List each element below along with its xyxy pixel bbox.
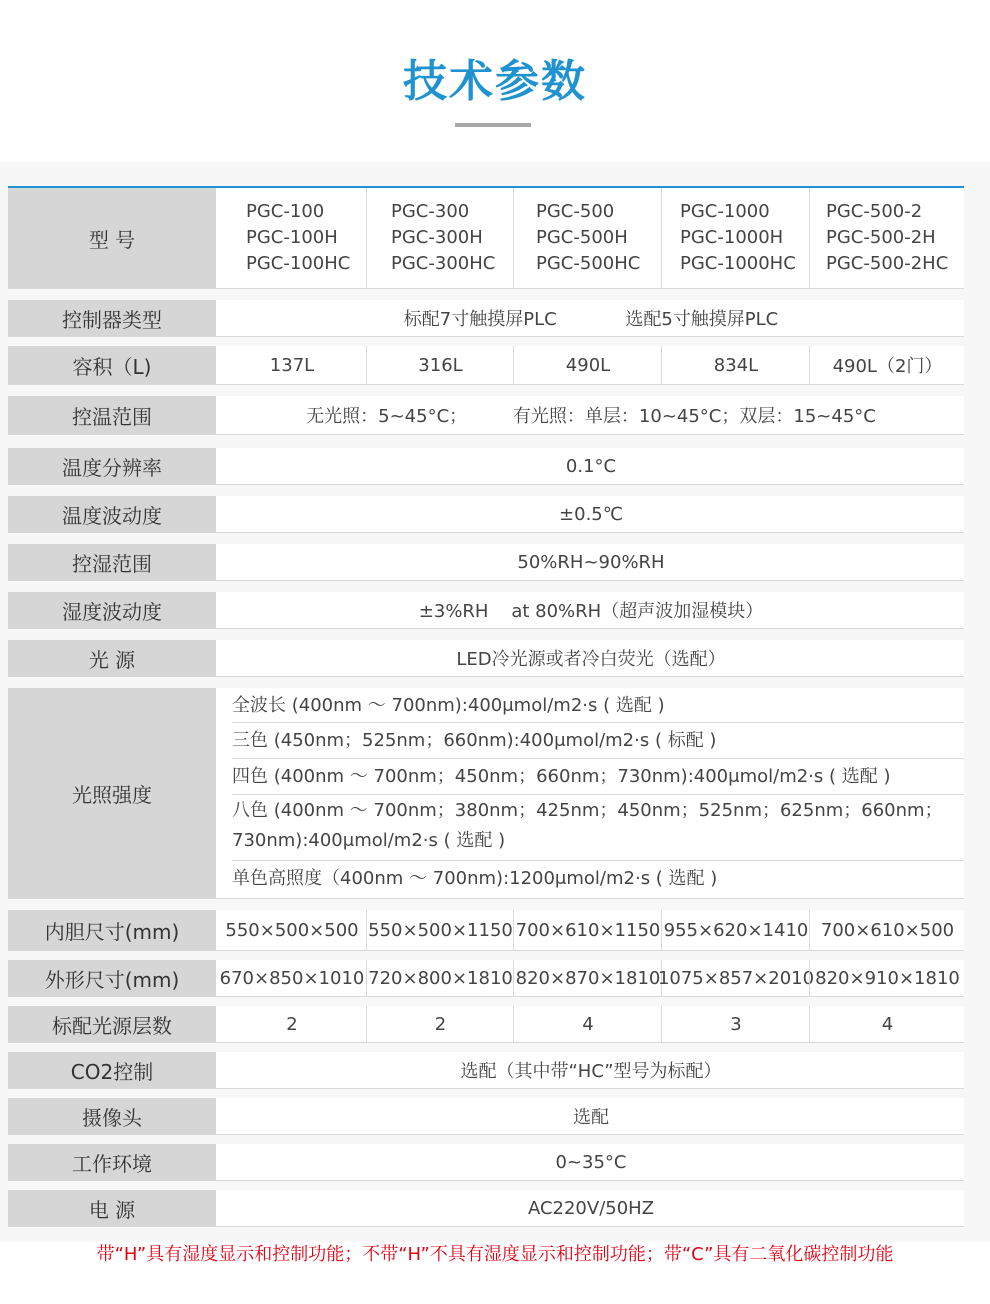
light-layers-cell: 2 [286, 1013, 298, 1035]
model-name: PGC-500-2H [826, 227, 936, 248]
footnote: 带“H”具有湿度显示和控制功能；不带“H”不具有湿度显示和控制功能；带“C”具有二氧化碳控制功能 [96, 1244, 894, 1265]
label-light-layers: 标配光源层数 [8, 1006, 216, 1042]
label-hum-fluct: 湿度波动度 [8, 592, 216, 628]
row-camera [8, 1098, 964, 1135]
inner-size-cell: 700×610×500 [809, 910, 965, 950]
light-layers-cell: 4 [809, 1006, 965, 1042]
spec-table [8, 186, 964, 1222]
volume-cell: 137L [269, 354, 315, 376]
label-power: 电 源 [8, 1190, 216, 1226]
light-option: 四色 (400nm ～ 700nm；450nm；660nm；730nm):400μmol/m2·s ( 选配 ) [232, 760, 964, 795]
model-name: PGC-500 [536, 201, 615, 222]
label-environment: 工作环境 [8, 1144, 216, 1180]
outer-size-cell: 720×800×1810 [366, 960, 514, 996]
model-cell-2 [366, 188, 513, 288]
label-co2: CO2控制 [8, 1052, 216, 1088]
light-option: 三色 (450nm；525nm；660nm):400μmol/m2·s ( 标配 ) [232, 724, 964, 759]
value-light-source: LED冷光源或者冷白荧光（选配） [456, 649, 726, 670]
label-inner-size: 内胆尺寸(mm) [8, 910, 216, 950]
value-hum-fluct: ±3%RH at 80%RH（超声波加湿模块） [418, 601, 764, 622]
model-name: PGC-500HC [536, 253, 641, 274]
value-temp-fluct: ±0.5℃ [559, 503, 623, 525]
value-environment: 0~35°C [555, 1151, 627, 1173]
light-option: 单色高照度（400nm ～ 700nm):1200μmol/m2·s ( 选配 ) [232, 868, 718, 889]
inner-size-cell: 550×500×1150 [366, 910, 514, 950]
outer-size-cell: 1075×857×2010 [661, 960, 810, 996]
row-controller [8, 300, 964, 337]
light-layers-cell: 4 [513, 1006, 662, 1042]
row-inner-size [8, 910, 964, 951]
row-co2 [8, 1052, 964, 1089]
label-model: 型 号 [8, 188, 216, 288]
inner-size-cell: 955×620×1410 [661, 910, 810, 950]
outer-size-cell: 670×850×1010 [219, 967, 365, 989]
label-temp-fluct: 温度波动度 [8, 496, 216, 532]
model-name: PGC-500-2HC [826, 253, 949, 274]
label-hum-range: 控湿范围 [8, 544, 216, 580]
value-camera: 选配 [573, 1107, 609, 1128]
row-temp-res [8, 448, 964, 485]
row-hum-fluct [8, 592, 964, 629]
light-layers-cell: 2 [366, 1006, 514, 1042]
light-option: 全波长 (400nm ～ 700nm):400μmol/m2·s ( 选配 ) [232, 690, 964, 723]
outer-size-cell: 820×870×1810 [513, 960, 662, 996]
value-hum-range: 50%RH~90%RH [517, 551, 665, 573]
label-temp-res: 温度分辨率 [8, 448, 216, 484]
model-name: PGC-300H [391, 227, 483, 248]
row-environment [8, 1144, 964, 1181]
model-name: PGC-300HC [391, 253, 496, 274]
model-name: PGC-100 [246, 201, 325, 222]
light-option-line: 730nm):400μmol/m2·s ( 选配 ) [232, 830, 506, 851]
light-intensity-list [218, 688, 964, 898]
row-light-source [8, 640, 964, 677]
label-temp-range: 控温范围 [8, 396, 216, 434]
light-layers-cell: 3 [661, 1006, 810, 1042]
row-temp-range [8, 396, 964, 435]
inner-size-cell: 550×500×500 [225, 919, 359, 941]
label-camera: 摄像头 [8, 1098, 216, 1134]
row-hum-range [8, 544, 964, 581]
volume-cell: 316L [366, 346, 514, 384]
label-volume: 容积（L) [8, 346, 216, 384]
model-name: PGC-1000H [680, 227, 784, 248]
value-power: AC220V/50HZ [527, 1197, 655, 1219]
label-outer-size: 外形尺寸(mm) [8, 960, 216, 996]
light-option-eight-color [232, 796, 964, 861]
page-title: 技术参数 [403, 56, 587, 107]
value-co2: 选配（其中带“HC”型号为标配） [460, 1061, 722, 1082]
value-temp-res: 0.1°C [565, 455, 617, 477]
row-light-intensity [8, 688, 964, 899]
title-underline [455, 123, 531, 127]
label-controller: 控制器类型 [8, 300, 216, 336]
model-name: PGC-100H [246, 227, 338, 248]
row-power [8, 1190, 964, 1227]
model-name: PGC-1000 [680, 201, 770, 222]
label-light-source: 光 源 [8, 640, 216, 676]
light-option-line: 八色 (400nm ～ 700nm；380nm；425nm；450nm；525nm；625nm；660nm； [232, 800, 943, 821]
value-controller: 标配7寸触摸屏PLC 选配5寸触摸屏PLC [403, 309, 779, 330]
value-temp-range: 无光照：5~45°C； 有光照：单层：10~45°C；双层：15~45°C [306, 406, 876, 427]
row-outer-size [8, 960, 964, 997]
model-cell-4 [661, 188, 809, 288]
outer-size-cell: 820×910×1810 [809, 960, 965, 996]
model-cell-5 [809, 188, 964, 288]
inner-size-cell: 700×610×1150 [513, 910, 662, 950]
model-cells [218, 188, 964, 288]
model-name: PGC-500-2 [826, 201, 923, 222]
row-light-layers [8, 1006, 964, 1043]
model-name: PGC-100HC [246, 253, 351, 274]
model-cell-1 [218, 188, 366, 288]
label-light-intensity: 光照强度 [8, 688, 216, 898]
model-name: PGC-1000HC [680, 253, 796, 274]
volume-cell: 834L [661, 346, 810, 384]
model-cell-3 [513, 188, 661, 288]
row-model [8, 188, 964, 289]
volume-cell: 490L（2门） [809, 346, 965, 384]
row-volume [8, 346, 964, 385]
row-temp-fluct [8, 496, 964, 533]
model-name: PGC-500H [536, 227, 628, 248]
model-name: PGC-300 [391, 201, 470, 222]
volume-cell: 490L [513, 346, 662, 384]
